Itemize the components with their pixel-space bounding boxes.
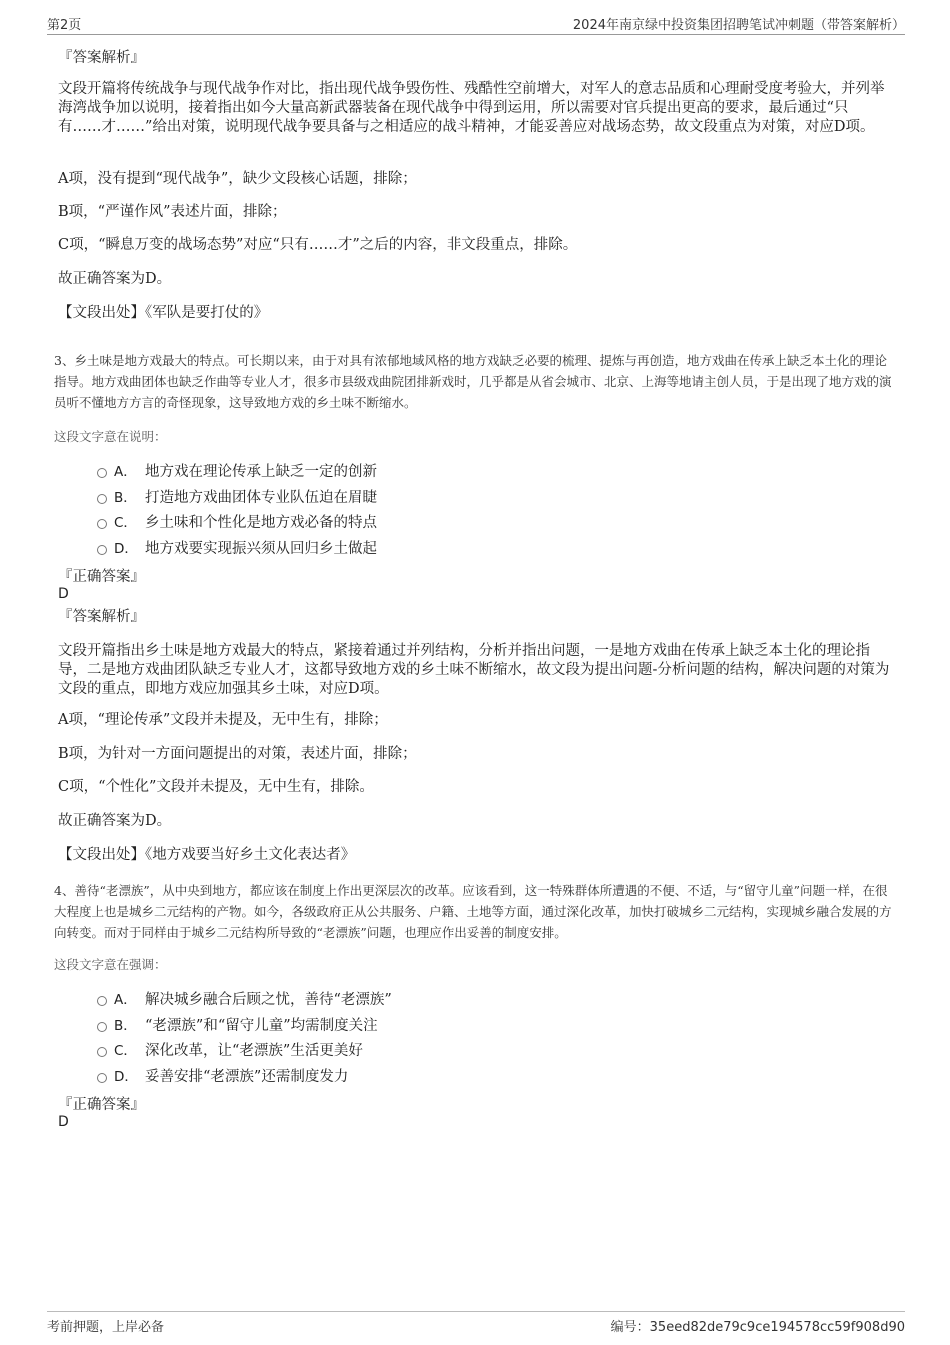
q4-option-d[interactable] [97,1067,697,1087]
q3-option-c-note: C项，“个性化”文段并未提及，无中生有，排除。 [58,779,374,795]
q4-option-b[interactable] [97,1016,697,1036]
q3-source: 【文段出处】《地方戏要当好乡土文化表达者》 [58,847,356,863]
q2-option-c-note: C项，“瞬息万变的战场态势”对应“只有……才”之后的内容，非文段重点，排除。 [58,237,578,253]
option-text: 地方戏要实现振兴须从回归乡土做起 [145,541,377,557]
q3-option-a[interactable] [97,462,697,482]
q4-correct-label: 『正确答案』 [58,1097,145,1113]
document-title: 2024年南京绿中投资集团招聘笔试冲刺题（带答案解析） [572,18,905,33]
page-footer [47,1311,905,1335]
q3-analysis-text: 文段开篇指出乡土味是地方戏最大的特点，紧接着通过并列结构，分析并指出问题，一是地方戏曲在传承上缺乏本土化的理论指导，二是地方戏曲团队缺乏专业人才，这都导致地方戏的乡土味不断缩水，故文段为提出问题-分析问题的结构，解决问题的对策为文段的重点，即地方戏应加强其乡土味，对应D项。 [58,643,890,697]
q3-option-b[interactable] [97,488,697,508]
q3-option-d[interactable] [97,539,697,559]
option-letter: A． [114,464,137,480]
radio-button[interactable] [97,545,107,555]
q4-stem: 4、善待“老漂族”，从中央到地方，都应该在制度上作出更深层次的改革。应该看到，这一特殊群体所遭遇的不便、不适，与“留守儿童”问题一样，在很大程度上也是城乡二元结构的产物。如今，各级政府正从公共服务、户籍、土地等方面，通过深化改革，加快打破城乡二元结构，实现城乡融合发展的方向转变。而对于同样由于城乡二元结构所导致的“老漂族”问题，也理应作出妥善的制度安排。 [54,883,892,940]
page-number: 第2页 [47,18,82,33]
q3-conclusion: 故正确答案为D。 [58,813,172,829]
q2-analysis-text: 文段开篇将传统战争与现代战争作对比，指出现代战争毁伤性、残酷性空前增大，对军人的意志品质和心理耐受度考验大，并列举海湾战争加以说明，接着指出如今大量高新武器装备在现代战争中得到运用，所以需要对官兵提出更高的要求，最后通过“只有……才……”给出对策，说明现代战争要具备与之相适应的战斗精神，才能妥善应对战场态势，故文段重点为对策，对应D项。 [58,81,885,135]
q3-prompt: 这段文字意在说明： [54,429,167,444]
option-letter: A． [114,992,137,1008]
option-letter: D． [114,1069,138,1085]
radio-button[interactable] [97,996,107,1006]
radio-button[interactable] [97,1022,107,1032]
q2-source: 【文段出处】《军队是要打仗的》 [58,305,269,321]
radio-button[interactable] [97,1073,107,1083]
q3-correct-label: 『正确答案』 [58,569,145,585]
q4-option-a[interactable] [97,990,697,1010]
option-letter: C． [114,515,137,531]
q2-option-b-note: B项，“严谨作风”表述片面，排除； [58,204,287,220]
option-letter: B． [114,490,137,506]
q2-analysis-label: 『答案解析』 [58,50,145,66]
option-letter: C． [114,1043,137,1059]
option-text: 解决城乡融合后顾之忧，善待“老漂族” [145,992,392,1008]
q2-option-a-note: A项，没有提到“现代战争”，缺少文段核心话题，排除； [58,171,417,187]
q4-prompt: 这段文字意在强调： [54,957,167,972]
q3-option-c[interactable] [97,513,697,533]
radio-button[interactable] [97,494,107,504]
option-text: 深化改革，让“老漂族”生活更美好 [145,1043,363,1059]
radio-button[interactable] [97,1047,107,1057]
option-letter: D． [114,541,138,557]
q3-correct-answer: D [58,586,69,602]
footer-slogan: 考前押题，上岸必备 [47,1320,165,1335]
q4-option-c[interactable] [97,1041,697,1061]
option-text: 乡土味和个性化是地方戏必备的特点 [145,515,377,531]
radio-button[interactable] [97,519,107,529]
page-header [47,14,905,35]
q2-conclusion: 故正确答案为D。 [58,271,172,287]
option-text: 打造地方戏曲团体专业队伍迫在眉睫 [145,490,377,506]
q3-analysis-label: 『答案解析』 [58,609,145,625]
q3-stem: 3、乡土味是地方戏最大的特点。可长期以来，由于对具有浓郁地域风格的地方戏缺乏必要的梳理、提炼与再创造，地方戏曲在传承上缺乏本土化的理论指导。地方戏曲团体也缺乏作曲等专业人才，很多市县级戏曲院团排新戏时，几乎都是从省会城市、北京、上海等地请主创人员，于是出现了地方戏的演员听不懂地方方言的奇怪现象，这导致地方戏的乡土味不断缩水。 [54,353,892,410]
option-letter: B． [114,1018,137,1034]
option-text: “老漂族”和“留守儿童”均需制度关注 [145,1018,378,1034]
option-text: 地方戏在理论传承上缺乏一定的创新 [145,464,377,480]
document-code: 编号：35eed82de79c9ce194578cc59f908d90 [610,1320,905,1335]
q4-correct-answer: D [58,1114,69,1130]
q3-option-a-note: A项，“理论传承”文段并未提及，无中生有，排除； [58,712,388,728]
q3-option-b-note: B项，为针对一方面问题提出的对策，表述片面，排除； [58,746,417,762]
radio-button[interactable] [97,468,107,478]
option-text: 妥善安排“老漂族”还需制度发力 [145,1069,349,1085]
